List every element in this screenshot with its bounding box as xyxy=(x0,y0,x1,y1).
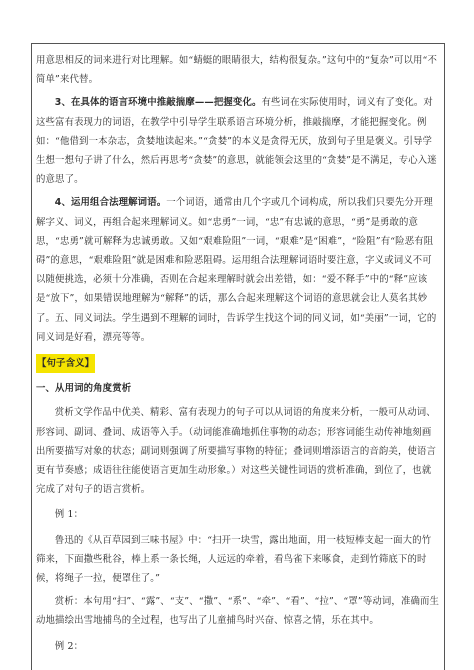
paragraph-combination-method xyxy=(36,193,440,347)
paragraph-antonym: 用意思相反的词来进行对比理解。如“蜻蜓的眼睛很大，结构很复杂。”这句中的“复杂”可以用“不简单”来代替。 xyxy=(36,55,438,86)
example-1-analysis: 赏析：本句用“扫”、“露”、“支”、“撒”、“系”、“牵”、“看”、“拉”、“罩”等动词，准确而生动地描绘出雪地捕鸟的全过程，也写出了儿童捕鸟时兴奋、惊喜之情，乐在其中。 xyxy=(36,596,440,627)
point-4-body: 一个词语，通常由几个字或几个词构成，所以我们只要先分开理解字义、词义，再组合起来理解词义。如“忠勇”一词，“忠”有忠诚的意思，“勇”是勇敢的意思，“忠勇”就可解释为忠诚勇敢。又如“艰难险阻”一词，“艰难”是“困难”，“险阻”有“险恶有阻碍”的意思，“艰难险阻”就是困难和险恶阻碍。运用组合法理解词语时要注意，字义或词义不可以随便挑选，必须十分准确，否则在合起来理解时就会出差错，如：“爱不释手”中的“释”应该是“放下”，如果错误地理解为“解释”的话，那么合起来理解这个词语的意思就会让人莫名其妙了。五、同义词法。学生遇到不理解的词时，告诉学生找这个词的同义词，如“美丽”一词，它的同义词是好看，漂亮等等。 xyxy=(36,197,437,343)
section-intro: 赏析文学作品中优美、精彩、富有表现力的句子可以从词语的角度来分析，一般可从动词、形容词、副词、叠词、成语等入手。（动词能准确地抓住事物的动态；形容词能生动传神地刻画出所要描写对象的状态；副词则强调了所要描写事物的特征；叠词则增添语言的音韵美，使语言更有节奏感；成语往往能使语言更加生动形象。）对这些关键性词语的赏析准确，到位了，也就完成了对句子的语言赏析。 xyxy=(36,407,437,496)
point-3-title: 3、在具体的语言环境中推敲揣摩——把握变化。 xyxy=(54,97,262,109)
section-heading: 一、从用词的角度赏析 xyxy=(36,383,132,395)
section-tag-sentence-meaning: 【句子含义】 xyxy=(36,354,95,373)
paragraph-context-method xyxy=(36,93,440,189)
document-body xyxy=(36,51,440,662)
point-4-title: 4、运用组合法理解词语。 xyxy=(54,197,167,209)
example-1-label: 例 1： xyxy=(54,509,84,521)
example-2-label: 例 2： xyxy=(54,640,84,652)
example-1-text: 鲁迅的《从百草园到三味书屋》中：“扫开一块雪，露出地面，用一枝短棒支起一面大的竹筛来，下面撒些秕谷，棒上系一条长绳，人远远的牵着，看鸟雀下来啄食，走到竹筛底下的时候，将绳子一拉，便罩住了。” xyxy=(36,534,432,585)
point-3-body: 有些词在实际使用时，词义有了变化。对这些富有表现力的词语，在教学中引导学生联系语言环境分析，推敲揣摩，才能把握变化。例如：“他借到一本杂志，贪婪地读起来。”“贪婪”的本义是贪得无厌，放到句子里是褒义。引导学生想一想句子讲了什么，然后再思考“贪婪”的意思，就能领会这里的“贪婪”是不满足，专心入迷的意思了。 xyxy=(36,97,437,186)
